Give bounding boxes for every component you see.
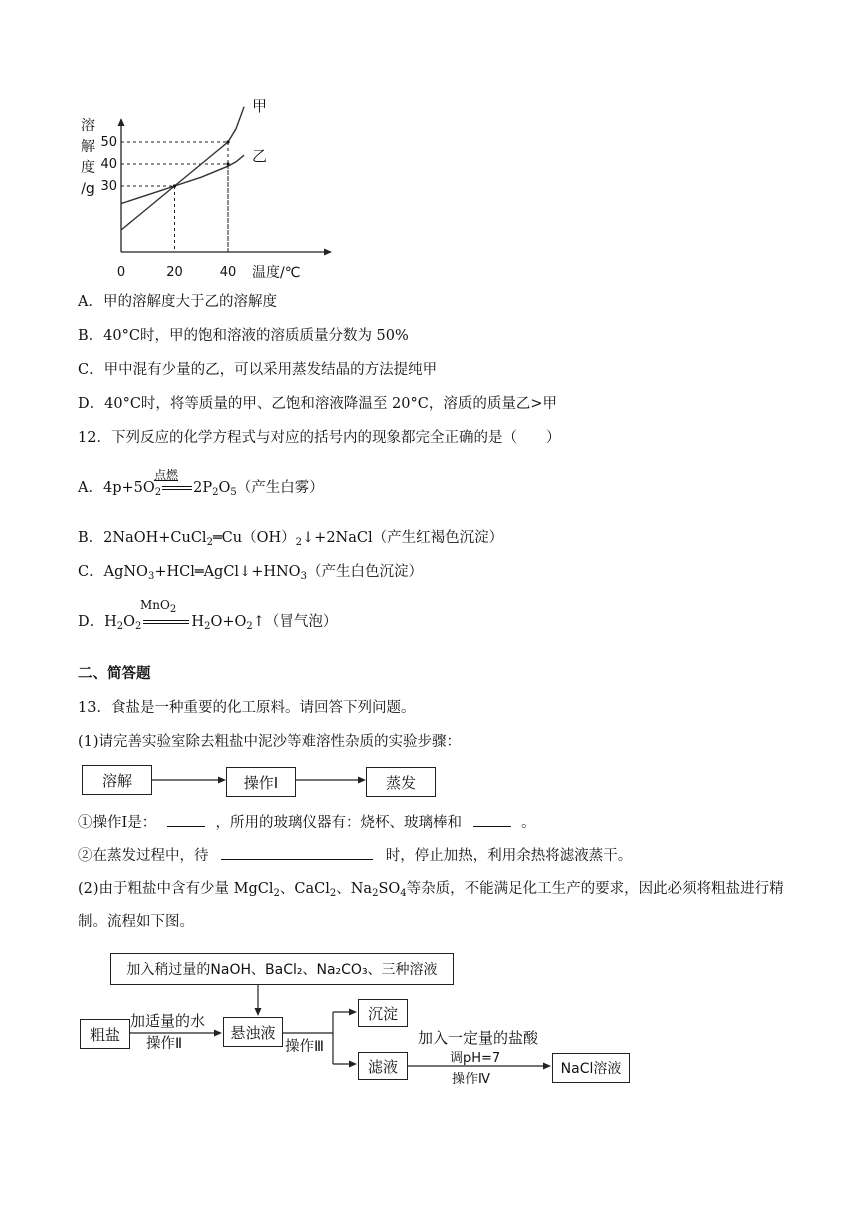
q13-step2 bbox=[78, 845, 632, 866]
data-point-0 bbox=[173, 184, 176, 187]
condition-ignite: 点燃 bbox=[154, 468, 179, 482]
series-label-jia: 甲 bbox=[252, 96, 268, 115]
y-axis-label-part: 溶 bbox=[81, 118, 95, 134]
eq-b-mid: ═Cu（OH） bbox=[212, 530, 296, 546]
label-ph: 调pH=7 bbox=[450, 1051, 501, 1066]
eq-d-right: H bbox=[191, 614, 205, 630]
eq-b-note: ↓+2NaCl（产生红褐色沉淀） bbox=[302, 530, 504, 546]
flow-box-dissolve: 溶解 bbox=[82, 765, 152, 795]
flow1-arrows bbox=[150, 770, 370, 790]
x-tick-label: 40 bbox=[219, 265, 237, 280]
p2-e: 等杂质，不能满足化工生产的要求，因此必须将粗盐进行精 bbox=[406, 881, 784, 897]
p2-c: 、Na bbox=[336, 881, 373, 897]
label-add-water: 加适量的水 bbox=[130, 1012, 206, 1030]
y-tick-label: 50 bbox=[100, 135, 117, 150]
q12-stem: 12．下列反应的化学方程式与对应的括号内的现象都完全正确的是（ ） bbox=[78, 430, 561, 446]
flow-box-op1: 操作I bbox=[226, 767, 296, 797]
eq-d-mid: O+O bbox=[210, 614, 247, 630]
y-tick-label: 30 bbox=[100, 179, 117, 194]
q11-option-c: C．甲中混有少量的乙，可以采用蒸发结晶的方法提纯甲 bbox=[78, 362, 438, 378]
answer-blank-op1[interactable] bbox=[167, 812, 205, 827]
eq-d-note: ↑（冒气泡） bbox=[252, 614, 338, 630]
q13-step1 bbox=[78, 812, 536, 833]
step2-prefix: ②在蒸发过程中，待 bbox=[78, 848, 209, 864]
p2-b: 、CaCl bbox=[279, 881, 330, 897]
label-op2: 操作Ⅱ bbox=[146, 1036, 183, 1052]
flow-box-crude-salt: 粗盐 bbox=[80, 1019, 130, 1049]
y-axis-label-part: /g bbox=[81, 181, 95, 197]
data-point-2 bbox=[226, 162, 229, 165]
series-line-jia bbox=[121, 107, 244, 230]
equals-sign bbox=[143, 620, 189, 624]
step2-suffix: 时，停止加热，利用余热将滤液蒸干。 bbox=[385, 848, 633, 864]
flow-box-suspension: 悬浊液 bbox=[223, 1017, 283, 1047]
data-point-1 bbox=[226, 140, 229, 143]
eq-a-right: 2P bbox=[193, 480, 213, 496]
x-axis-label: 温度/℃ bbox=[252, 265, 301, 281]
q11-option-a: A．甲的溶解度大于乙的溶解度 bbox=[78, 294, 277, 310]
q11-option-d: D．40°C时，将等质量的甲、乙饱和溶液降温至 20°C，溶质的质量乙>甲 bbox=[78, 396, 557, 412]
eq-d-left: D．H bbox=[78, 614, 117, 630]
eq-a-note: （产生白雾） bbox=[236, 480, 324, 496]
equals-sign bbox=[162, 486, 192, 490]
eq-b-left: B．2NaOH+CuCl bbox=[78, 530, 207, 546]
y-axis-label-part: 度 bbox=[81, 160, 95, 176]
y-axis-arrow bbox=[118, 118, 125, 126]
q12-option-c: C．$AgNO_3+HCl═AgCl↓+HNO_3$（产生白色沉淀） bbox=[78, 564, 423, 582]
label-op3: 操作Ⅲ bbox=[285, 1039, 324, 1055]
flow-box-evaporate: 蒸发 bbox=[366, 767, 436, 797]
q12-option-b: B．$2NaOH+CuCl_2═Cu(OH)_2↓+2NaCl$（产生红褐色沉淀） bbox=[78, 530, 504, 548]
x-tick-label: 0 bbox=[116, 265, 126, 280]
label-op4: 操作Ⅳ bbox=[452, 1072, 490, 1087]
y-tick-label: 40 bbox=[100, 157, 117, 172]
q11-option-b: B．40°C时，甲的饱和溶液的溶质质量分数为 50% bbox=[78, 328, 409, 344]
x-axis-arrow bbox=[324, 249, 332, 256]
step1-mid: ，所用的玻璃仪器有：烧杯、玻璃棒和 bbox=[215, 815, 462, 831]
eq-c-right: +HCl═AgCl↓+HNO bbox=[154, 564, 301, 580]
p2-a: (2)由于粗盐中含有少量 MgCl bbox=[78, 881, 274, 897]
x-tick-label: 20 bbox=[166, 265, 183, 280]
p2-d: SO bbox=[378, 881, 401, 897]
flow-box-precipitate: 沉淀 bbox=[358, 999, 408, 1027]
flow-box-nacl-solution: NaCl溶液 bbox=[552, 1053, 630, 1083]
flow-box-reagents: 加入稍过量的NaOH、BaCl₂、Na₂CO₃、三种溶液 bbox=[110, 953, 454, 985]
step1-end: 。 bbox=[521, 815, 536, 831]
section-heading: 二、简答题 bbox=[78, 665, 151, 682]
condition-catalyst: MnO$_2$ bbox=[140, 598, 177, 615]
eq-c-left: C．AgNO bbox=[78, 564, 148, 580]
label-add-acid: 加入一定量的盐酸 bbox=[418, 1029, 539, 1047]
eq-a-left: A．4p+5O bbox=[78, 480, 155, 496]
eq-c-note: （产生白色沉淀） bbox=[306, 564, 423, 580]
q13-part2: (2)由于粗盐中含有少量 MgCl$_2$、CaCl$_2$、$Na_2SO_4$等杂质，不能满足化工生产的要求，因此必须将粗盐进行精 bbox=[78, 881, 784, 899]
step1-prefix: ①操作I是： bbox=[78, 815, 157, 831]
solubility-chart bbox=[76, 96, 336, 286]
answer-blank-glassware[interactable] bbox=[473, 812, 511, 827]
answer-blank-evaporation[interactable] bbox=[221, 845, 373, 860]
series-label-yi: 乙 bbox=[252, 147, 268, 166]
flow-box-filtrate: 滤液 bbox=[358, 1052, 408, 1080]
q13-part2-cont: 制。流程如下图。 bbox=[78, 914, 194, 930]
y-axis-label-part: 解 bbox=[81, 139, 95, 155]
catalyst-formula: MnO bbox=[140, 598, 170, 612]
q13-stem: 13．食盐是一种重要的化工原料。请回答下列问题。 bbox=[78, 700, 416, 716]
q13-part1: (1)请完善实验室除去粗盐中泥沙等难溶性杂质的实验步骤： bbox=[78, 734, 462, 750]
